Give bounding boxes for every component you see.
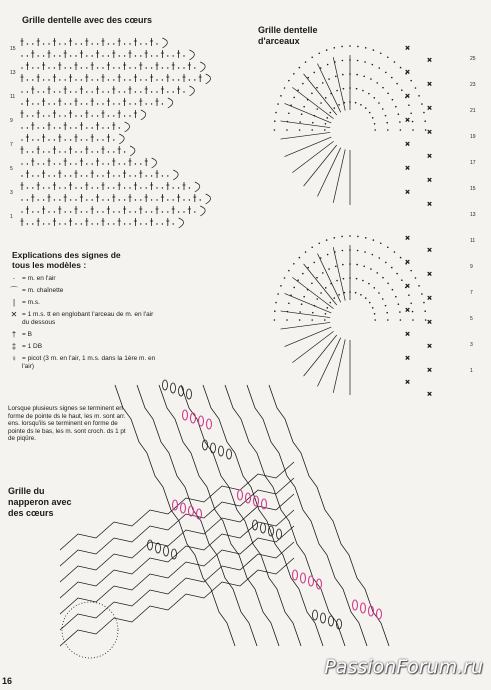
legend-text: = 1 DB — [22, 343, 43, 350]
svg-text:✕: ✕ — [405, 46, 411, 52]
legend-text: = B — [22, 331, 32, 338]
svg-text:✕: ✕ — [405, 332, 411, 338]
svg-text:✕: ✕ — [405, 70, 411, 76]
hearts-grid-chart — [10, 28, 240, 238]
legend-row-cross — [6, 311, 156, 327]
svg-text:✕: ✕ — [405, 94, 411, 100]
watermark: PassionForum.ru — [324, 656, 483, 678]
svg-text:✕: ✕ — [405, 260, 411, 266]
legend-text: = picot (3 m. en l'air, 1 m.s. dans la 1ère m. en l'air) — [22, 355, 156, 370]
svg-text:✕: ✕ — [427, 58, 433, 64]
grid-arches-title: Grille dentelle d'arceaux — [258, 25, 318, 46]
row-number: 23 — [470, 82, 476, 88]
svg-text:✕: ✕ — [405, 166, 411, 172]
row-number: 25 — [470, 56, 476, 62]
slip-stitch-symbol-icon: ⌒ — [10, 286, 18, 295]
doily-title: Grille du napperon avec des cœurs — [8, 486, 72, 518]
svg-text:✕: ✕ — [427, 106, 433, 112]
svg-text:✕: ✕ — [405, 380, 411, 386]
legend-row-chain — [6, 275, 156, 283]
legend-row-slip — [6, 287, 156, 295]
legend-text: = 1 m.s. tt en englobant l'arceau de m. en l'air du dessous — [22, 311, 154, 326]
svg-text:✕: ✕ — [427, 368, 433, 374]
row-number: 21 — [470, 108, 476, 114]
single-crochet-symbol-icon: | — [12, 298, 16, 307]
row-number: 13 — [470, 212, 476, 218]
svg-text:✕: ✕ — [427, 320, 433, 326]
svg-text:✕: ✕ — [405, 236, 411, 242]
row-number: 9 — [10, 118, 13, 124]
picot-symbol-icon: ♀ — [11, 354, 17, 363]
row-number: 3 — [10, 190, 13, 196]
svg-text:✕: ✕ — [427, 82, 433, 88]
row-number: 19 — [470, 134, 476, 140]
row-number: 5 — [470, 316, 473, 322]
svg-text:✕: ✕ — [405, 308, 411, 314]
legend-heading: Explications des signes de tous les modèles : — [12, 250, 121, 270]
page-number: 16 — [2, 676, 13, 686]
arches-grid-chart — [270, 20, 485, 400]
svg-text:✕: ✕ — [405, 284, 411, 290]
legend-row-single — [6, 299, 156, 307]
row-number: 15 — [470, 186, 476, 192]
row-number: 13 — [10, 70, 16, 76]
doily-chart — [55, 345, 400, 665]
cross-stitch-symbol-icon: ✕ — [10, 310, 18, 319]
row-number: 5 — [10, 166, 13, 172]
svg-text:✕: ✕ — [405, 190, 411, 196]
legend-text: = m.s. — [22, 299, 40, 306]
row-number: 1 — [470, 368, 473, 374]
row-number: 17 — [470, 160, 476, 166]
legend-text: = m. chaînette — [22, 287, 64, 294]
svg-text:✕: ✕ — [427, 272, 433, 278]
row-number: 11 — [10, 94, 16, 100]
row-number: 7 — [10, 142, 13, 148]
row-number: 15 — [10, 46, 16, 52]
svg-text:✕: ✕ — [427, 130, 433, 136]
double-treble-symbol-icon: ‡ — [11, 342, 17, 351]
svg-text:✕: ✕ — [427, 248, 433, 254]
row-number: 11 — [470, 238, 476, 244]
svg-text:✕: ✕ — [427, 178, 433, 184]
chain-symbol-icon: · — [12, 274, 16, 283]
row-number: 3 — [470, 342, 473, 348]
stitch-note: Lorsque plusieurs signes se terminent en forme de pointe ds le haut, les m. sont arr. ens. lorsqu'ils se terminent en forme de pointe ds le bas, les m. sont croch. ds 1 pt de piqûre. — [8, 405, 126, 443]
svg-text:✕: ✕ — [427, 296, 433, 302]
legend-row-treble — [6, 331, 156, 339]
svg-text:✕: ✕ — [427, 202, 433, 208]
svg-text:✕: ✕ — [405, 356, 411, 362]
legend-text: = m. en l'air — [22, 275, 56, 282]
row-number: 1 — [10, 214, 13, 220]
treble-symbol-icon: † — [11, 330, 17, 339]
row-number: 7 — [470, 290, 473, 296]
svg-text:✕: ✕ — [427, 344, 433, 350]
svg-text:✕: ✕ — [427, 392, 433, 398]
svg-text:✕: ✕ — [427, 154, 433, 160]
grid-hearts-title: Grille dentelle avec des cœurs — [22, 15, 153, 25]
row-number: 9 — [470, 264, 473, 270]
svg-text:✕: ✕ — [405, 118, 411, 124]
svg-text:✕: ✕ — [405, 142, 411, 148]
